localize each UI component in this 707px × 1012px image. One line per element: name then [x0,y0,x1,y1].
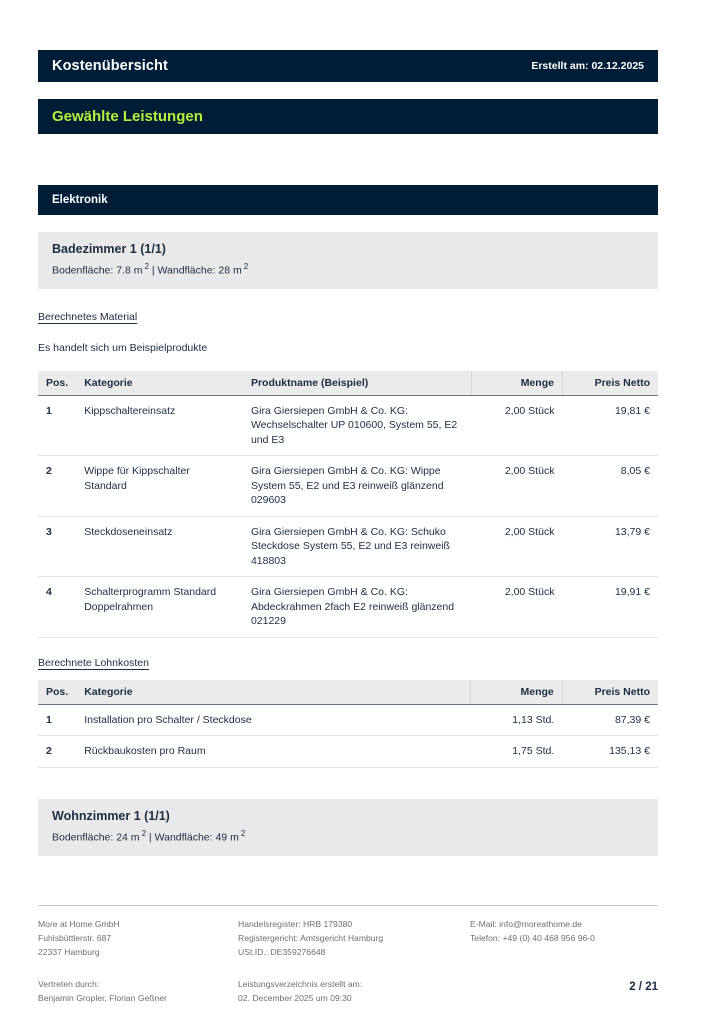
footer-list-created-value: 02. December 2025 um 09:30 [238,992,352,1003]
room-wall-area-exponent: 2 [243,262,249,271]
room-floor-area-label: Bodenfläche: 24 m [52,831,140,844]
room-wall-area-exponent: 2 [240,829,246,838]
row-quantity: 2,00 Stück [471,516,562,576]
room-name: Badezimmer 1 (1/1) [52,242,166,256]
row-position: 1 [38,396,76,456]
column-header-category: Kategorie [76,371,243,396]
row-quantity: 1,13 Std. [471,705,563,736]
column-header-quantity: Menge [471,371,562,396]
section-title: Gewählte Leistungen [52,108,203,125]
room-floor-area-label: Bodenfläche: 7.8 m [52,264,143,277]
room-wall-area-label: Wandfläche: 49 m [154,831,239,844]
column-header-price: Preis Netto [562,371,658,396]
section-header-bar [38,99,658,134]
row-product: Gira Giersiepen GmbH & Co. KG: Wechselschalter UP 010600, System 55, E2 und E3 [243,396,471,456]
row-price: 87,39 € [562,705,658,736]
column-header-pos: Pos. [38,680,76,705]
table-row [38,516,658,576]
labor-section-heading: Berechnete Lohnkosten [38,657,149,669]
room-wall-area-label: Wandfläche: 28 m [157,264,242,277]
room-area-separator: | [146,831,155,844]
footer-divider [38,905,658,906]
row-position: 2 [38,736,76,767]
footer-email: E-Mail: info@moreathome.de [470,919,582,929]
row-quantity: 2,00 Stück [471,456,562,516]
room-area-line [52,829,644,844]
material-table-header-row [38,371,658,396]
document-title-bar [38,50,658,82]
material-note: Es handelt sich um Beispielprodukte [38,342,208,354]
column-header-pos: Pos. [38,371,76,396]
footer-represented-names: Benjamin Gropler, Florian Geßner [38,992,167,1003]
room-floor-area-exponent: 2 [144,262,149,271]
row-price: 135,13 € [562,736,658,767]
page-title: Kostenübersicht [52,58,168,74]
footer-register: Handelsregister: HRB 179380 [238,919,353,929]
row-quantity: 2,00 Stück [471,577,562,637]
footer-column-register [238,918,470,1006]
row-product: Gira Giersiepen GmbH & Co. KG: Abdeckrahmen 2fach E2 reinweiß glänzend 021229 [243,577,471,637]
row-category: Wippe für Kippschalter Standard [76,456,243,516]
labor-table-header-row [38,680,658,705]
row-quantity: 2,00 Stück [471,396,562,456]
row-price: 8,05 € [562,456,658,516]
room-summary-wohnzimmer [38,799,658,856]
table-row [38,736,658,767]
row-product: Gira Giersiepen GmbH & Co. KG: Schuko Steckdose System 55, E2 und E3 reinweiß 418803 [243,516,471,576]
row-product: Gira Giersiepen GmbH & Co. KG: Wippe System 55, E2 und E3 reinweiß glänzend 029603 [243,456,471,516]
column-header-category: Kategorie [76,680,470,705]
room-floor-area-exponent: 2 [141,829,147,838]
material-table [38,371,658,638]
table-row [38,396,658,456]
footer-street: Fuhlsbüttlerstr. 687 [38,932,112,943]
footer-vat-id: USt.ID.: DE359276648 [238,946,326,957]
table-row [38,577,658,637]
row-price: 13,79 € [562,516,658,576]
page-number: 2 / 21 [629,981,658,993]
room-area-line [52,262,644,277]
material-section-heading: Berechnetes Material [38,311,138,323]
row-category: Rückbaukosten pro Raum [76,736,470,767]
row-category: Installation pro Schalter / Steckdose [76,705,470,736]
trade-header-bar [38,185,658,215]
row-category: Schalterprogramm Standard Doppelrahmen [76,577,243,637]
footer-represented-label: Vertreten durch: [38,978,100,989]
room-name: Wohnzimmer 1 (1/1) [52,809,170,823]
trade-title: Elektronik [52,194,108,206]
row-quantity: 1,75 Std. [471,736,563,767]
table-row [38,456,658,516]
room-summary-badezimmer [38,232,658,289]
footer-city: 22337 Hamburg [38,946,100,957]
room-area-separator: | [148,264,158,277]
table-row [38,705,658,736]
row-price: 19,91 € [562,577,658,637]
row-position: 1 [38,705,76,736]
footer-company-name: More at Home GmbH [38,919,120,929]
labor-table [38,680,658,768]
row-category: Steckdoseneinsatz [76,516,243,576]
row-position: 3 [38,516,76,576]
created-date-label: Erstellt am: 02.12.2025 [531,60,644,72]
page-footer [38,918,658,1006]
row-price: 19,81 € [562,396,658,456]
footer-column-company [38,918,238,1006]
row-category: Kippschaltereinsatz [76,396,243,456]
column-header-quantity: Menge [471,680,563,705]
column-header-price: Preis Netto [562,680,658,705]
footer-list-created-label: Leistungsverzeichnis erstellt am: [238,978,363,989]
footer-phone: Telefon: +49 (0) 40 468 956 96-0 [470,932,595,943]
footer-court: Registergericht: Amtsgericht Hamburg [238,932,384,943]
column-header-product: Produktname (Beispiel) [243,371,471,396]
row-position: 4 [38,577,76,637]
row-position: 2 [38,456,76,516]
